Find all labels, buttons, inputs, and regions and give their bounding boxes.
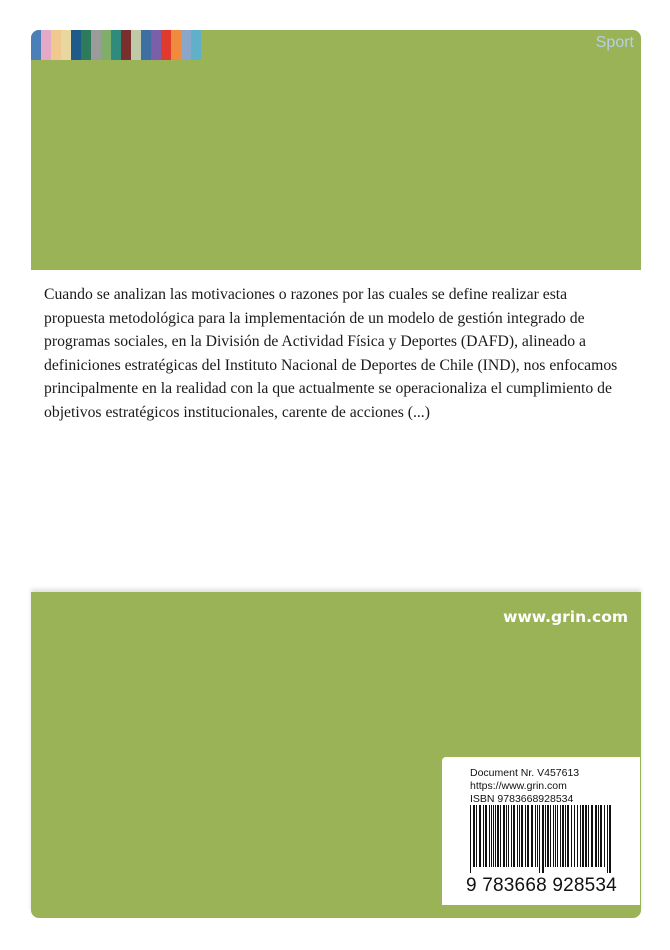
color-stripe xyxy=(171,30,181,60)
color-stripe xyxy=(31,30,41,60)
color-stripe xyxy=(51,30,61,60)
color-stripe xyxy=(101,30,111,60)
cover-top-panel xyxy=(31,30,641,270)
color-stripe xyxy=(131,30,141,60)
color-stripe xyxy=(181,30,191,60)
category-label: Sport xyxy=(595,34,634,51)
color-stripe xyxy=(141,30,151,60)
document-url: https://www.grin.com xyxy=(470,780,567,792)
color-stripe xyxy=(81,30,91,60)
color-stripe xyxy=(61,30,71,60)
color-stripe xyxy=(111,30,121,60)
color-stripe xyxy=(151,30,161,60)
color-stripe xyxy=(191,30,201,60)
publisher-website: www.grin.com xyxy=(503,608,628,626)
color-stripe xyxy=(41,30,51,60)
color-stripe-bar xyxy=(31,30,261,60)
isbn-number: ISBN 9783668928534 xyxy=(470,793,574,805)
color-stripe xyxy=(121,30,131,60)
color-stripe xyxy=(91,30,101,60)
document-number: Document Nr. V457613 xyxy=(470,767,580,779)
barcode-digits: 9 783668 928534 xyxy=(466,875,617,896)
barcode-block xyxy=(442,757,640,905)
color-stripe xyxy=(71,30,81,60)
barcode-icon xyxy=(468,805,614,873)
book-description: Cuando se analizan las motivaciones o razones por las cuales se define realizar esta propuesta metodológica para la implementación de un modelo de gestión integrado de programas sociales, en la División de Actividad Física y Deportes (DAFD), alineado a definiciones estratégicas del Instituto Nacional de Deportes de Chile (IND), nos enfocamos principalmente en la realidad con la que actualmente se operacionaliza el cumplimiento de objetivos estratégicos institucionales, carente de acciones (...) xyxy=(44,286,618,421)
color-stripe xyxy=(161,30,171,60)
